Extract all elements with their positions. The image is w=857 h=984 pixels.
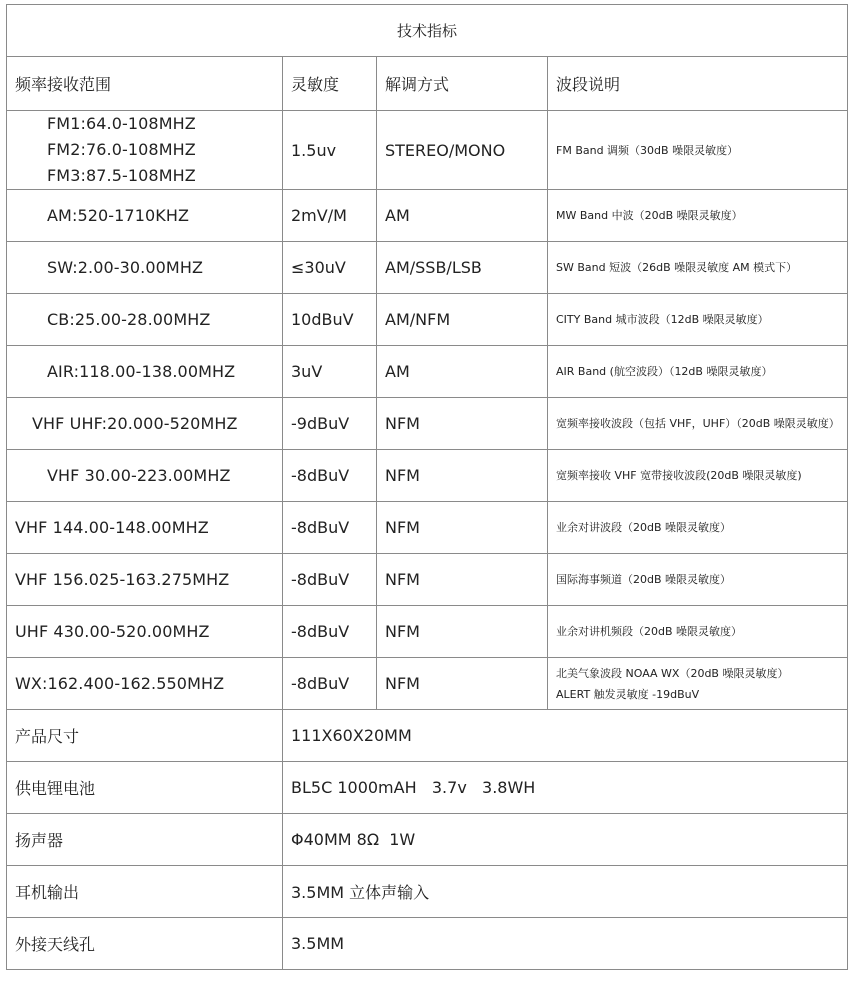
band-description: 北美气象波段 NOAA WX（20dB 噪限灵敏度） <box>556 666 789 680</box>
band-demodulation: NFM <box>377 502 548 554</box>
band-description: 宽频率接收 VHF 宽带接收波段(20dB 噪限灵敏度) <box>548 450 848 502</box>
band-row <box>7 398 848 450</box>
band-range: VHF 144.00-148.00MHZ <box>7 502 283 554</box>
band-demodulation: AM <box>377 190 548 242</box>
band-range: VHF 30.00-223.00MHZ <box>7 450 283 502</box>
band-row <box>7 346 848 398</box>
spec-row <box>7 866 848 918</box>
spec-table <box>6 4 848 970</box>
band-range: FM2:76.0-108MHZ <box>47 140 196 159</box>
band-description: 国际海事频道（20dB 噪限灵敏度） <box>548 554 848 606</box>
band-range: CB:25.00-28.00MHZ <box>7 294 283 346</box>
band-description: 宽频率接收波段（包括 VHF，UHF）（20dB 噪限灵敏度） <box>548 398 848 450</box>
band-sensitivity: -8dBuV <box>283 450 377 502</box>
spec-row <box>7 814 848 866</box>
band-sensitivity: -8dBuV <box>283 502 377 554</box>
spec-row <box>7 710 848 762</box>
band-range: FM3:87.5-108MHZ <box>47 166 196 185</box>
spec-value: BL5C 1000mAH 3.7v 3.8WH <box>283 762 848 814</box>
band-description: FM Band 调频（30dB 噪限灵敏度） <box>548 111 848 190</box>
spec-value: 3.5MM <box>283 918 848 970</box>
spec-label: 扬声器 <box>7 814 283 866</box>
spec-value: 111X60X20MM <box>283 710 848 762</box>
band-row <box>7 502 848 554</box>
band-demodulation: NFM <box>377 554 548 606</box>
band-demodulation: NFM <box>377 658 548 710</box>
title-row <box>7 5 848 57</box>
band-sensitivity: 10dBuV <box>283 294 377 346</box>
band-sensitivity: -8dBuV <box>283 554 377 606</box>
table-title: 技术指标 <box>7 5 848 57</box>
header-sensitivity: 灵敏度 <box>283 57 377 111</box>
band-range: VHF 156.025-163.275MHZ <box>7 554 283 606</box>
band-description: MW Band 中波（20dB 噪限灵敏度） <box>548 190 848 242</box>
header-range: 频率接收范围 <box>7 57 283 111</box>
band-sensitivity: 3uV <box>283 346 377 398</box>
band-sensitivity: 2mV/M <box>283 190 377 242</box>
band-sensitivity: -8dBuV <box>283 606 377 658</box>
band-row <box>7 450 848 502</box>
band-description-alert: ALERT 触发灵敏度 -19dBuV <box>556 687 700 701</box>
band-row <box>7 111 848 190</box>
band-description: CITY Band 城市波段（12dB 噪限灵敏度） <box>548 294 848 346</box>
spec-value: 3.5MM 立体声输入 <box>283 866 848 918</box>
spec-label: 耳机输出 <box>7 866 283 918</box>
spec-label: 产品尺寸 <box>7 710 283 762</box>
band-range: AM:520-1710KHZ <box>7 190 283 242</box>
band-demodulation: AM/SSB/LSB <box>377 242 548 294</box>
band-sensitivity: 1.5uv <box>283 111 377 190</box>
band-description: SW Band 短波（26dB 噪限灵敏度 AM 模式下） <box>548 242 848 294</box>
spec-row <box>7 762 848 814</box>
band-range: VHF UHF:20.000-520MHZ <box>7 398 283 450</box>
band-row <box>7 554 848 606</box>
band-sensitivity: ≤30uV <box>283 242 377 294</box>
band-range: FM1:64.0-108MHZ <box>47 114 196 133</box>
band-range: SW:2.00-30.00MHZ <box>7 242 283 294</box>
band-row <box>7 658 848 710</box>
header-row <box>7 57 848 111</box>
band-description: 业余对讲波段（20dB 噪限灵敏度） <box>548 502 848 554</box>
band-demodulation: NFM <box>377 398 548 450</box>
band-description: AIR Band (航空波段）（12dB 噪限灵敏度） <box>548 346 848 398</box>
band-range: AIR:118.00-138.00MHZ <box>7 346 283 398</box>
band-sensitivity: -8dBuV <box>283 658 377 710</box>
band-demodulation: AM <box>377 346 548 398</box>
band-demodulation: STEREO/MONO <box>377 111 548 190</box>
band-row <box>7 606 848 658</box>
spec-row <box>7 918 848 970</box>
band-row <box>7 294 848 346</box>
band-demodulation: AM/NFM <box>377 294 548 346</box>
spec-label: 供电锂电池 <box>7 762 283 814</box>
header-demodulation: 解调方式 <box>377 57 548 111</box>
spec-label: 外接天线孔 <box>7 918 283 970</box>
spec-value: Φ40MM 8Ω 1W <box>283 814 848 866</box>
band-demodulation: NFM <box>377 606 548 658</box>
band-demodulation: NFM <box>377 450 548 502</box>
band-description: 业余对讲机频段（20dB 噪限灵敏度） <box>548 606 848 658</box>
band-sensitivity: -9dBuV <box>283 398 377 450</box>
band-description-cell <box>548 658 848 710</box>
band-row <box>7 190 848 242</box>
band-range: UHF 430.00-520.00MHZ <box>7 606 283 658</box>
band-row <box>7 242 848 294</box>
band-range: WX:162.400-162.550MHZ <box>7 658 283 710</box>
band-range-cell <box>7 111 283 190</box>
header-description: 波段说明 <box>548 57 848 111</box>
